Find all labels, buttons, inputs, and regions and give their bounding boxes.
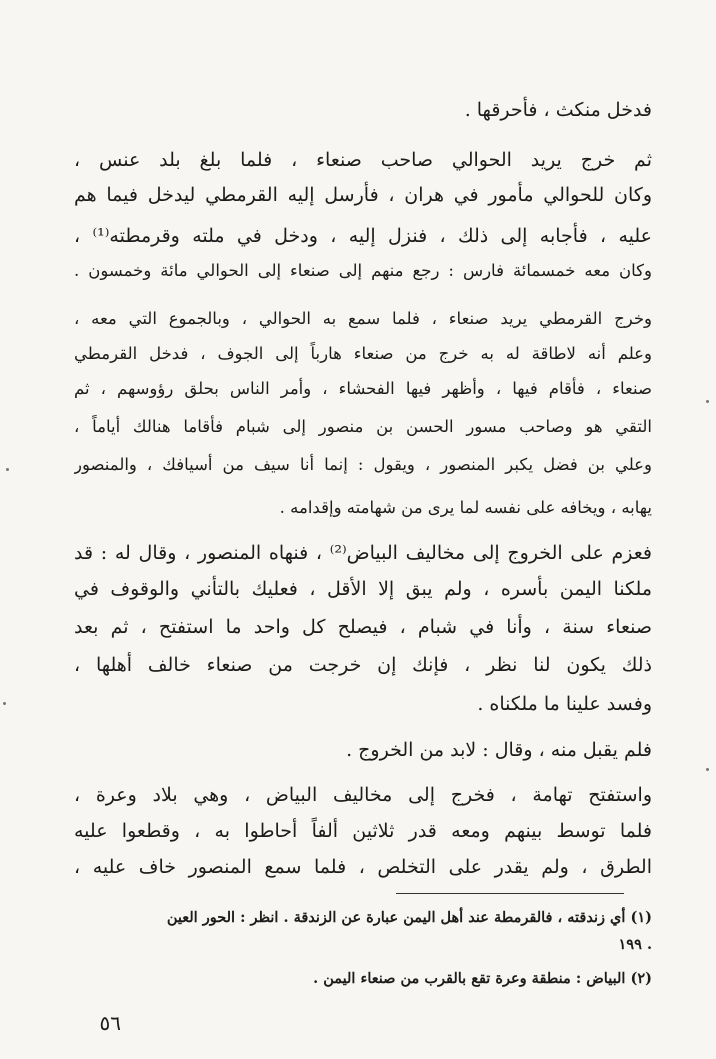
footnote-separator bbox=[396, 893, 624, 894]
text-line-20: الطرق ، ولم يقدر على التخلص ، فلما سمع المنصور خاف عليه ، bbox=[74, 856, 652, 878]
text-line-2: ثم خرج يريد الحوالي صاحب صنعاء ، فلما بلغ بلد عنس ، bbox=[74, 149, 652, 171]
text-line-7: وعلم أنه لاطاقة له به خرج من صنعاء هارباً إلى الجوف ، فدخل القرمطي bbox=[74, 344, 652, 363]
text-line-18: واستفتح تهامة ، فخرج إلى مخاليف البياض ، وهي بلاد وعرة ، bbox=[74, 784, 652, 806]
text-line-6: وخرج القرمطي يريد صنعاء ، فلما سمع به الحوالي ، وبالجموع التي معه ، bbox=[74, 309, 652, 328]
text-line-1: فدخل منكث ، فأحرقها . bbox=[464, 99, 652, 121]
text-line-10: وعلي بن فضل يكبر المنصور ، ويقول : إنما أنا سيف من أسيافك ، والمنصور bbox=[74, 455, 652, 474]
scan-speck bbox=[3, 702, 6, 705]
text-line-17: فلم يقبل منه ، وقال : لابد من الخروج . bbox=[346, 739, 652, 761]
text-line-14: صنعاء سنة ، وأنا في شبام ، فيصلح كل واحد ما استفتح ، ثم بعد bbox=[74, 616, 652, 638]
footnote-1: (١) أي زندقته ، فالقرمطة عند أهل اليمن عبارة عن الزندقة . انظر : الحور العين bbox=[166, 909, 652, 926]
text-line-5: وكان معه خمسمائة فارس : رجع منهم إلى صنعاء إلى الحوالي مائة وخمسون . bbox=[74, 261, 652, 280]
text-line-3: وكان للحوالي مأمور في هران ، فأرسل إليه القرمطي ليدخل فيما هم bbox=[74, 184, 652, 206]
text-line-12: فعزم على الخروج إلى مخاليف البياض⁽²⁾ ، فنهاه المنصور ، وقال له : قد bbox=[74, 542, 652, 564]
text-line-11: يهابه ، ويخافه على نفسه لما يرى من شهامته وإقدامه . bbox=[279, 498, 652, 517]
scan-speck bbox=[6, 468, 9, 471]
scan-speck bbox=[706, 400, 709, 403]
scan-speck bbox=[706, 768, 709, 771]
text-line-19: فلما توسط بينهم ومعه قدر ثلاثين ألفاً أحاطوا به ، وقطعوا عليه bbox=[74, 820, 652, 842]
footnote-1-continued: . ١٩٩ bbox=[618, 936, 652, 953]
text-line-4: عليه ، فأجابه إلى ذلك ، فنزل إليه ، ودخل في ملته وقرمطته⁽¹⁾ ، bbox=[74, 225, 652, 247]
text-line-16: وفسد علينا ما ملكناه . bbox=[477, 693, 652, 715]
text-line-13: ملكنا اليمن بأسره ، ولم يبق إلا الأقل ، فعليك بالتأني والوقوف في bbox=[74, 578, 652, 600]
page-number: ٥٦ bbox=[99, 1011, 121, 1035]
text-line-15: ذلك يكون لنا نظر ، فإنك إن خرجت من صنعاء خالف أهلها ، bbox=[74, 654, 652, 676]
text-line-9: التقي هو وصاحب مسور الحسن بن منصور إلى شبام فأقاما هنالك أياماً ، bbox=[74, 417, 652, 436]
footnote-2: (٢) البياض : منطقة وعرة تقع بالقرب من صنعاء اليمن . bbox=[313, 970, 652, 987]
text-line-8: صنعاء ، فأقام فيها ، وأظهر فيها الفحشاء ، وأمر الناس بحلق رؤوسهم ، ثم bbox=[74, 379, 652, 398]
